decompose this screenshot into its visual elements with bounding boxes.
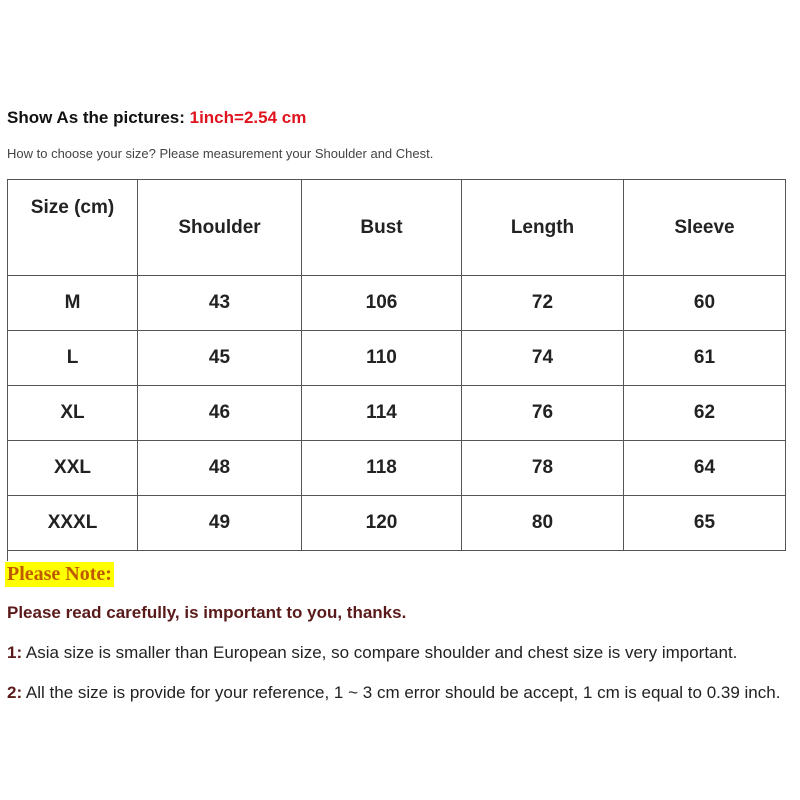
cell-length: 80 [462, 496, 624, 551]
heading [7, 108, 306, 128]
cell-sleeve: 62 [624, 386, 786, 441]
header-shoulder: Shoulder [138, 180, 302, 276]
note-title: Please Note: [7, 563, 112, 585]
cell-length: 72 [462, 276, 624, 331]
cell-size: L [8, 331, 138, 386]
table-row [8, 386, 786, 441]
cell-length: 74 [462, 331, 624, 386]
cell-shoulder: 45 [138, 331, 302, 386]
note-item [7, 683, 780, 703]
heading-conversion: 1inch=2.54 cm [189, 108, 307, 127]
note-item-text: All the size is provide for your reference, 1 ~ 3 cm error should be accept, 1 cm is equal to 0.39 inch. [22, 683, 781, 702]
cell-shoulder: 46 [138, 386, 302, 441]
note-intro: Please read carefully, is important to you, thanks. [7, 603, 407, 622]
header-bust: Bust [302, 180, 462, 276]
table-row [8, 276, 786, 331]
table-header-row [8, 180, 786, 276]
note-item-number: 2: [7, 683, 23, 702]
cell-bust: 114 [302, 386, 462, 441]
cell-shoulder: 49 [138, 496, 302, 551]
cell-sleeve: 64 [624, 441, 786, 496]
cell-sleeve: 65 [624, 496, 786, 551]
cell-sleeve: 61 [624, 331, 786, 386]
header-size: Size (cm) [8, 180, 138, 276]
note-item-text: Asia size is smaller than European size, so compare shoulder and chest size is very important. [22, 643, 738, 662]
cell-bust: 118 [302, 441, 462, 496]
note-item [7, 643, 737, 663]
cell-size: XXL [8, 441, 138, 496]
cell-size: XXXL [8, 496, 138, 551]
cell-shoulder: 48 [138, 441, 302, 496]
table-row [8, 331, 786, 386]
cell-shoulder: 43 [138, 276, 302, 331]
divider [7, 541, 8, 561]
size-table [7, 179, 786, 551]
cell-size: M [8, 276, 138, 331]
cell-bust: 106 [302, 276, 462, 331]
cell-bust: 110 [302, 331, 462, 386]
heading-text: Show As the pictures: [7, 108, 190, 127]
note-item-number: 1: [7, 643, 23, 662]
cell-length: 76 [462, 386, 624, 441]
cell-size: XL [8, 386, 138, 441]
cell-bust: 120 [302, 496, 462, 551]
cell-sleeve: 60 [624, 276, 786, 331]
cell-length: 78 [462, 441, 624, 496]
table-row [8, 441, 786, 496]
subheading: How to choose your size? Please measurement your Shoulder and Chest. [7, 146, 434, 161]
table-row [8, 496, 786, 551]
header-sleeve: Sleeve [624, 180, 786, 276]
header-length: Length [462, 180, 624, 276]
